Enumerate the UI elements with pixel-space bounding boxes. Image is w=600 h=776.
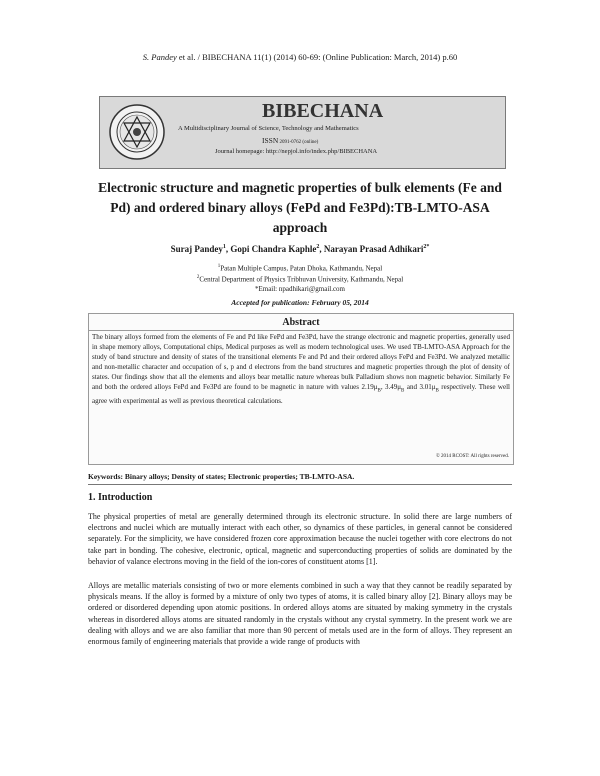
title-line-2: Pd) and ordered binary alloys (FePd and Fe3Pd):TB-LMTO-ASA [110,200,490,215]
header-author: S. Pandey [142,52,177,62]
journal-seal-icon [108,103,166,161]
intro-paragraph-1: The physical properties of metal are generally determined through its electronic structure. In solid there are large numbers of electrons and nuclei which are mutually interact with each other, so dynamics of these particles, in general cannot be considered separately. For the simplicity, we have considered frozen core approximation because the nuclei together with core electrons do not take part in bonding. The cohesive, electronic, optical, magnetic and superconducting properties of solids are dominated by the behavior of valance electrons moving in the field of the ion-cores of constituent atoms [1]. [88,512,512,566]
author-name: Gopi Chandra Kaphle [230,244,317,254]
abstract-heading: Abstract [282,317,320,328]
issn [262,136,318,145]
issn-label: ISSN [262,136,279,145]
copyright-notice: © 2014 RCOST: All rights reserved. [436,454,509,459]
author-name: Narayan Prasad Adhikari [323,244,424,254]
intro-paragraph-2: Alloys are metallic materials consisting of two or more elements combined in such a way that they cannot be readily separated by physicals means. If the alloy is formed by a mixture of only two types of atoms, it is called binary alloy [2]. Binary alloys may be ordered or disordered depending upon atomic positions. In ordered alloys atoms are situated by making symmetry in the crystals whereas in disordered alloys atoms are situated randomly in the crystals without any crystal symmetry. In the present work we are dealing with alloys and we are also familiar that more than 90 percent of metals used are in the form of alloys. They represent an enormous family of engineering materials that provide a wide range of products with [88,581,512,647]
journal-homepage-link[interactable]: Journal homepage: http://nepjol.info/index.php/BIBECHANA [215,148,378,155]
paper-title [60,178,540,238]
journal-banner [99,96,506,169]
author-email[interactable]: *Email: npadhikari@gmail.com [254,285,346,293]
title-line-3: approach [272,220,328,235]
issn-value: 2091-0762 (online) [278,140,319,145]
affiliation-2: $^2$Central Department of Physics Tribhuvan University, Kathmandu, Nepal [196,275,404,284]
affiliation-1: $^1$Patan Multiple Campus, Patan Dhoka, Kathmandu, Nepal [217,264,383,273]
section-divider [88,484,512,485]
header-citation: / BIBECHANA 11(1) (2014) 60-69: (Online Publication: March, 2014) p.60 [195,52,458,62]
accepted-date: Accepted for publication: February 05, 2014 [231,298,369,307]
abstract-box [88,313,514,465]
journal-subtitle: A Multidisciplinary Journal of Science, Technology and Mathematics [178,125,359,132]
section-heading-introduction: 1. Introduction [88,492,153,503]
author-sup: 2 [316,244,320,250]
abstract-divider [89,330,513,331]
header-etal: et al. [176,52,196,62]
author-list: Suraj Pandey$^1$, Gopi Chandra Kaphle$^2$, Narayan Prasad Adhikari$^{2*}$ [170,244,430,254]
keywords: Keywords: Binary alloys; Density of states; Electronic properties; TB-LMTO-ASA. [88,472,355,481]
title-line-1: Electronic structure and magnetic properties of bulk elements (Fe and [98,180,502,195]
journal-name: BIBECHANA [262,100,384,122]
abstract-text: The binary alloys formed from the elements of Fe and Pd like FePd and Fe3Pd, have the strange electronic and magnetic properties, generally used in shape memory alloys, Computational chips, Medical purposes as well as modern technological uses. We used TB-LMTO-ASA Approach for the study of band structure and density of states of the transitional elements Fe and Pd and their ordered alloys FePd and Fe3Pd. We analyzed metallic and non-metallic character and occupation of s, p and d electrons from the band structures and magnetic properties through the plot of density of states. Our findings show that all the elements and alloys bear metallic nature whereas bulk Palladium shows non magnetic behavior. Similarly Fe and both the ordered alloys FePd and Fe3Pd are found to be magnetic in nature with values $2.19\mu_B$, $3.49\mu_B$ and $3.01\mu_B$ respectively. These well agree with experimental as well as previous theoretical calculations. [92,333,510,406]
author-sup: 2* [423,244,430,250]
running-header [0,52,600,62]
author-name: Suraj Pandey [170,244,223,254]
author-sup: 1 [222,244,226,250]
